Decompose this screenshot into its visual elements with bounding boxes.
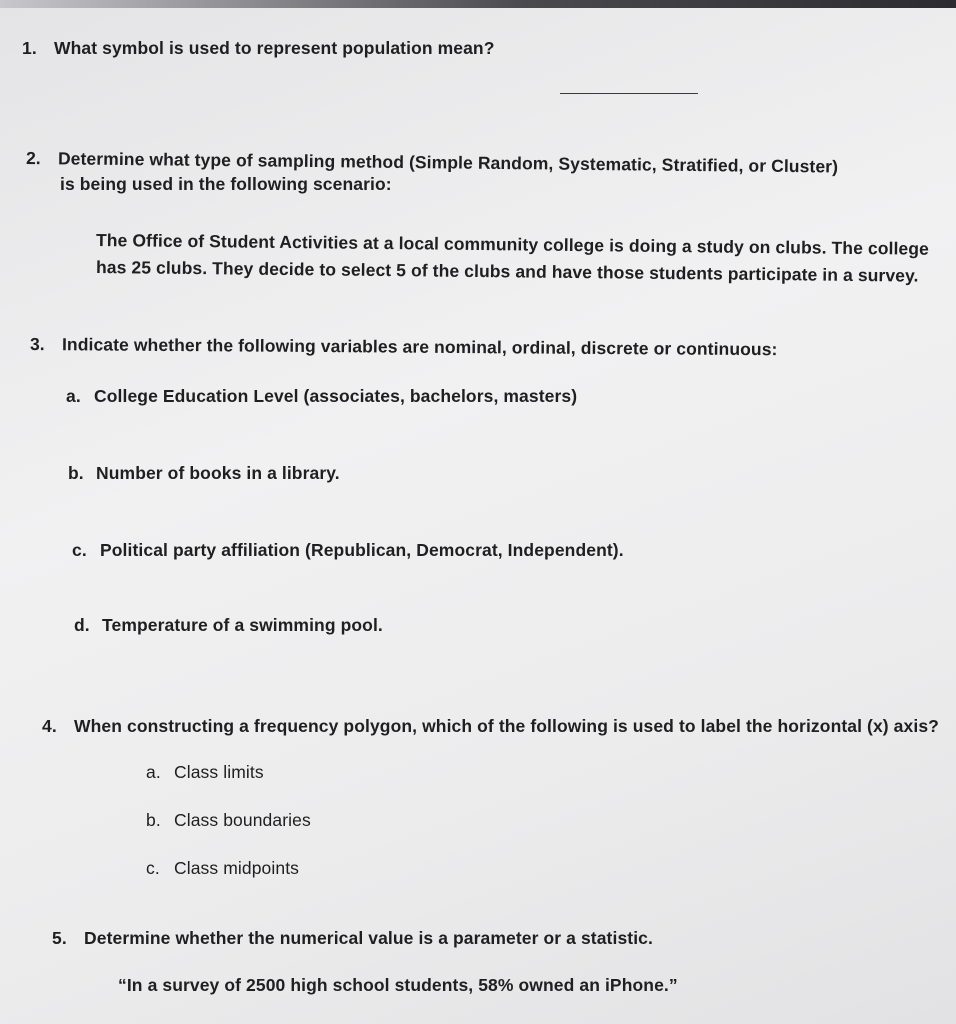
question-3 — [30, 334, 778, 360]
question-text: Determine whether the numerical value is a parameter or a statistic. — [84, 928, 653, 948]
question-1 — [22, 38, 495, 59]
item-text: College Education Level (associates, bachelors, masters) — [94, 386, 578, 406]
question-2-continued — [60, 174, 392, 195]
quoted-statement — [118, 975, 678, 996]
list-item — [68, 463, 340, 484]
screen-edge-band — [0, 0, 956, 8]
item-marker: a. — [66, 386, 81, 406]
scenario-line: The Office of Student Activities at a local community college is doing a study on clubs. The college — [95, 230, 930, 259]
question-text: Indicate whether the following variables are nominal, ordinal, discrete or continuous: — [61, 334, 778, 360]
question-number: 3. — [29, 334, 45, 355]
option-text: Class boundaries — [174, 810, 311, 830]
item-text: Temperature of a swimming pool. — [102, 615, 383, 635]
option-marker: b. — [146, 810, 161, 830]
option-text: Class limits — [174, 762, 264, 782]
question-number: 5. — [52, 928, 67, 948]
list-item — [66, 386, 577, 407]
question-number: 1. — [22, 38, 37, 58]
list-item — [74, 615, 383, 636]
answer-blank — [560, 93, 698, 94]
item-text: Political party affiliation (Republican, Democrat, Independent). — [100, 540, 624, 560]
item-marker: b. — [68, 463, 84, 483]
question-text: Determine what type of sampling method (Simple Random, Systematic, Stratified, or Cluster) — [57, 148, 839, 177]
item-marker: d. — [74, 615, 90, 635]
option-b — [146, 810, 311, 831]
question-text: When constructing a frequency polygon, which of the following is used to label the horizontal (x) axis? — [74, 716, 939, 736]
question-text: is being used in the following scenario: — [60, 174, 392, 194]
question-4 — [42, 716, 939, 737]
list-item — [72, 540, 624, 561]
option-text: Class midpoints — [174, 858, 300, 878]
quote-text: “In a survey of 2500 high school students, 58% owned an iPhone.” — [118, 975, 678, 995]
option-marker: a. — [146, 762, 161, 782]
question-text: What symbol is used to represent population mean? — [54, 38, 495, 58]
option-a — [146, 762, 264, 783]
option-marker: c. — [146, 858, 160, 878]
question-5 — [52, 928, 653, 949]
item-marker: c. — [72, 540, 87, 560]
scenario-text — [96, 257, 919, 287]
item-text: Number of books in a library. — [96, 463, 340, 483]
question-number: 4. — [42, 716, 57, 736]
option-c — [146, 858, 299, 879]
question-number: 2. — [25, 148, 41, 169]
scenario-line: has 25 clubs. They decide to select 5 of the clubs and have those students participate in a survey. — [95, 257, 919, 286]
scenario-text — [96, 230, 929, 260]
